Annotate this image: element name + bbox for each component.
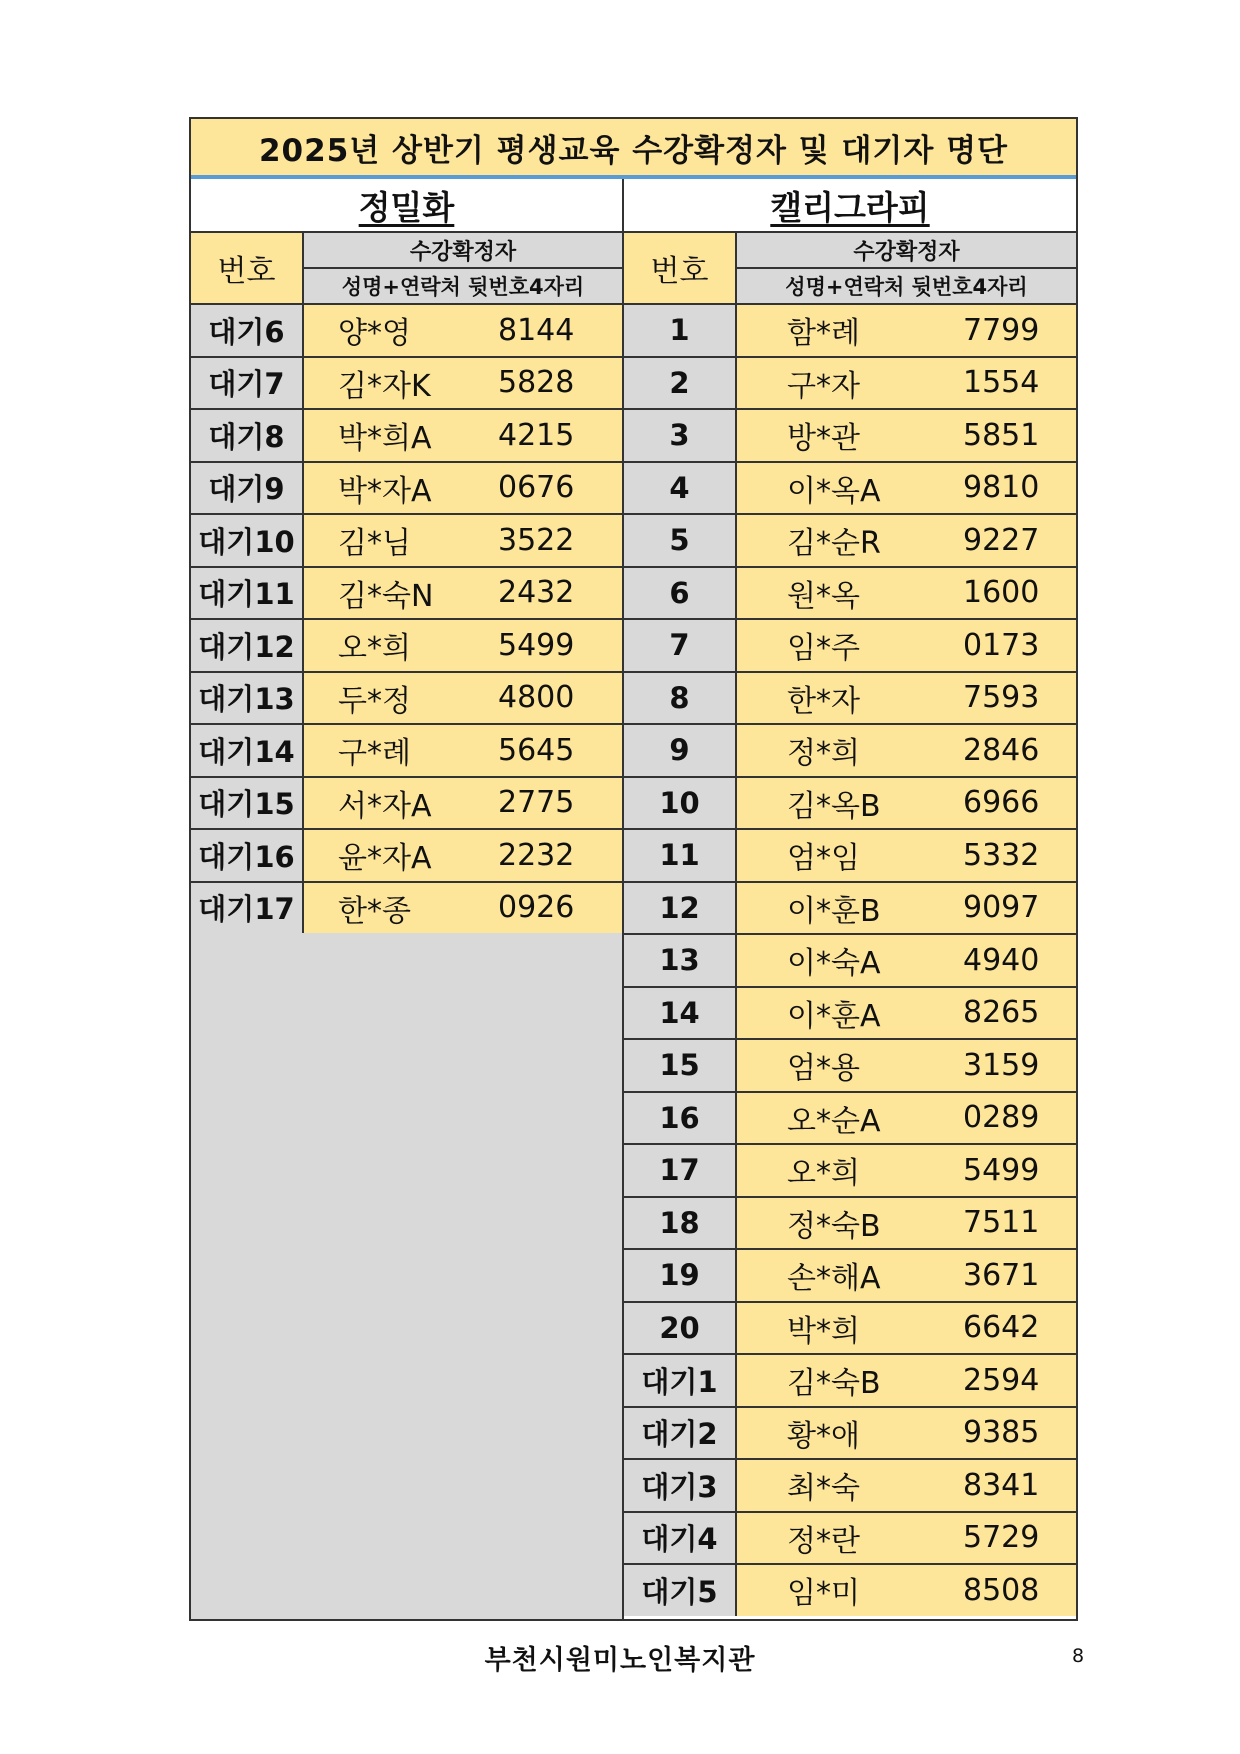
table-row [624, 1513, 1076, 1566]
phone-last4: 8341 [963, 1467, 1040, 1503]
header-confirmed: 수강확정자 [304, 233, 622, 269]
row-number: 19 [624, 1250, 737, 1301]
table-row [624, 1198, 1076, 1251]
row-number: 대기15 [191, 778, 304, 829]
table-row [624, 1408, 1076, 1461]
row-entry [737, 883, 1076, 934]
row-entry [737, 463, 1076, 514]
participant-name: 최*숙 [787, 1471, 860, 1507]
row-entry [737, 1460, 1076, 1511]
phone-last4: 2594 [963, 1362, 1040, 1398]
participant-name: 한*자 [787, 683, 860, 719]
table-row [624, 1303, 1076, 1356]
participant-name: 박*희 [787, 1313, 860, 1349]
participant-name: 두*정 [338, 683, 411, 719]
course-title-right: 캘리그라피 [624, 179, 1076, 233]
row-entry [737, 568, 1076, 619]
row-number: 16 [624, 1093, 737, 1144]
table-row [624, 358, 1076, 411]
table-row [624, 883, 1076, 936]
row-entry [737, 830, 1076, 881]
phone-last4: 5729 [963, 1520, 1040, 1556]
participant-name: 황*애 [787, 1418, 860, 1454]
table-row [191, 673, 622, 726]
rows-left [191, 305, 622, 933]
participant-name: 정*란 [787, 1523, 860, 1559]
row-entry [737, 673, 1076, 724]
table-row [624, 1145, 1076, 1198]
participant-name: 정*희 [787, 736, 860, 772]
phone-last4: 3671 [963, 1257, 1040, 1293]
row-number: 20 [624, 1303, 737, 1354]
participant-name: 오*희 [338, 631, 411, 667]
table-row [624, 515, 1076, 568]
table-row [191, 725, 622, 778]
row-number: 대기8 [191, 410, 304, 461]
participant-name: 한*종 [338, 893, 411, 929]
row-entry [737, 1198, 1076, 1249]
phone-last4: 5645 [498, 732, 575, 768]
row-entry [304, 463, 622, 514]
row-entry [737, 305, 1076, 356]
row-number: 대기16 [191, 830, 304, 881]
row-entry [737, 1250, 1076, 1301]
participant-name: 방*관 [787, 421, 860, 457]
participant-name: 김*옥B [787, 788, 881, 824]
phone-last4: 3522 [498, 522, 575, 558]
row-number: 17 [624, 1145, 737, 1196]
participant-name: 임*주 [787, 631, 860, 667]
row-number: 13 [624, 935, 737, 986]
row-number: 대기14 [191, 725, 304, 776]
row-entry [737, 725, 1076, 776]
course-title-left: 정밀화 [191, 179, 622, 233]
row-entry [737, 1565, 1076, 1616]
phone-last4: 7593 [963, 680, 1040, 716]
table-row [624, 620, 1076, 673]
participant-name: 정*숙B [787, 1208, 881, 1244]
phone-last4: 0289 [963, 1100, 1040, 1136]
participant-name: 김*숙B [787, 1366, 881, 1402]
row-number: 대기7 [191, 358, 304, 409]
table-row [191, 883, 622, 934]
phone-last4: 0676 [498, 470, 575, 506]
phone-last4: 2846 [963, 732, 1040, 768]
table-row [624, 1093, 1076, 1146]
phone-last4: 8508 [963, 1572, 1040, 1608]
phone-last4: 7799 [963, 312, 1040, 348]
header-number: 번호 [624, 233, 737, 303]
row-number: 대기2 [624, 1408, 737, 1459]
phone-last4: 6642 [963, 1310, 1040, 1346]
table-row [624, 463, 1076, 516]
row-number: 3 [624, 410, 737, 461]
table-row [191, 410, 622, 463]
participant-name: 손*해A [787, 1261, 881, 1297]
row-number: 9 [624, 725, 737, 776]
rows-right [624, 305, 1076, 1616]
table-title: 2025년 상반기 평생교육 수강확정자 및 대기자 명단 [191, 119, 1076, 179]
column-header-right [624, 233, 1076, 305]
participant-name: 박*자A [338, 473, 432, 509]
row-entry [304, 410, 622, 461]
row-number: 6 [624, 568, 737, 619]
row-entry [737, 988, 1076, 1039]
course-column-left [191, 179, 624, 1619]
row-number: 15 [624, 1040, 737, 1091]
row-number: 7 [624, 620, 737, 671]
row-entry [737, 778, 1076, 829]
row-number: 1 [624, 305, 737, 356]
row-number: 대기1 [624, 1355, 737, 1406]
phone-last4: 0173 [963, 627, 1040, 663]
table-row [191, 778, 622, 831]
row-entry [737, 410, 1076, 461]
participant-name: 오*희 [787, 1156, 860, 1192]
table-row [624, 988, 1076, 1041]
row-number: 대기4 [624, 1513, 737, 1564]
table-row [624, 305, 1076, 358]
table-row [191, 620, 622, 673]
participant-name: 김*님 [338, 526, 411, 562]
phone-last4: 5828 [498, 365, 575, 401]
row-entry [737, 1303, 1076, 1354]
row-number: 14 [624, 988, 737, 1039]
phone-last4: 4800 [498, 680, 575, 716]
table-row [624, 1250, 1076, 1303]
row-number: 10 [624, 778, 737, 829]
row-number: 대기10 [191, 515, 304, 566]
participant-name: 김*순R [787, 526, 881, 562]
header-confirmed: 수강확정자 [737, 233, 1076, 269]
row-entry [304, 515, 622, 566]
row-entry [737, 1513, 1076, 1564]
roster-table [189, 117, 1078, 1621]
phone-last4: 5851 [963, 417, 1040, 453]
participant-name: 김*숙N [338, 578, 434, 614]
phone-last4: 1600 [963, 575, 1040, 611]
table-row [624, 1460, 1076, 1513]
header-name-phone: 성명+연락처 뒷번호4자리 [304, 269, 622, 303]
phone-last4: 8265 [963, 995, 1040, 1031]
phone-last4: 5499 [963, 1152, 1040, 1188]
phone-last4: 9810 [963, 470, 1040, 506]
participant-name: 이*훈B [787, 893, 881, 929]
row-entry [304, 883, 622, 934]
table-row [191, 568, 622, 621]
phone-last4: 0926 [498, 890, 575, 926]
row-entry [737, 1355, 1076, 1406]
row-entry [737, 620, 1076, 671]
participant-name: 김*자K [338, 368, 431, 404]
phone-last4: 7511 [963, 1205, 1040, 1241]
participant-name: 이*훈A [787, 998, 881, 1034]
participant-name: 양*영 [338, 316, 411, 352]
row-number: 18 [624, 1198, 737, 1249]
phone-last4: 5499 [498, 627, 575, 663]
participant-name: 함*례 [787, 316, 860, 352]
phone-last4: 2775 [498, 785, 575, 821]
row-number: 8 [624, 673, 737, 724]
row-number: 5 [624, 515, 737, 566]
row-entry [304, 358, 622, 409]
row-entry [737, 358, 1076, 409]
column-header-left [191, 233, 622, 305]
table-row [191, 463, 622, 516]
row-entry [304, 305, 622, 356]
row-number: 4 [624, 463, 737, 514]
table-row [624, 1565, 1076, 1616]
phone-last4: 3159 [963, 1047, 1040, 1083]
participant-name: 오*순A [787, 1103, 881, 1139]
row-number: 대기5 [624, 1565, 737, 1616]
row-entry [737, 1093, 1076, 1144]
phone-last4: 2232 [498, 837, 575, 873]
phone-last4: 4215 [498, 417, 575, 453]
participant-name: 임*미 [787, 1576, 860, 1612]
participant-name: 원*옥 [787, 578, 860, 614]
row-entry [304, 725, 622, 776]
table-row [624, 778, 1076, 831]
footer-organization: 부천시원미노인복지관 [484, 1645, 756, 1676]
table-row [624, 935, 1076, 988]
participant-name: 윤*자A [338, 841, 432, 877]
row-entry [737, 515, 1076, 566]
row-number: 대기11 [191, 568, 304, 619]
table-row [624, 568, 1076, 621]
participant-name: 이*옥A [787, 473, 881, 509]
phone-last4: 4940 [963, 942, 1040, 978]
course-column-right [624, 179, 1076, 1619]
table-row [624, 830, 1076, 883]
table-row [191, 515, 622, 568]
participant-name: 이*숙A [787, 946, 881, 982]
phone-last4: 9097 [963, 890, 1040, 926]
phone-last4: 1554 [963, 365, 1040, 401]
row-number: 대기12 [191, 620, 304, 671]
row-number: 11 [624, 830, 737, 881]
row-number: 대기13 [191, 673, 304, 724]
row-number: 대기9 [191, 463, 304, 514]
phone-last4: 8144 [498, 312, 575, 348]
table-row [191, 358, 622, 411]
row-entry [304, 568, 622, 619]
table-row [624, 673, 1076, 726]
row-entry [304, 778, 622, 829]
table-row [624, 410, 1076, 463]
page-number: 8 [1072, 1645, 1085, 1667]
row-entry [737, 1040, 1076, 1091]
phone-last4: 2432 [498, 575, 575, 611]
participant-name: 구*자 [787, 368, 860, 404]
row-number: 12 [624, 883, 737, 934]
row-number: 2 [624, 358, 737, 409]
row-entry [304, 673, 622, 724]
phone-last4: 6966 [963, 785, 1040, 821]
table-row [191, 305, 622, 358]
table-row [624, 1355, 1076, 1408]
row-entry [304, 830, 622, 881]
row-entry [737, 1145, 1076, 1196]
participant-name: 구*례 [338, 736, 411, 772]
header-number: 번호 [191, 233, 304, 303]
table-row [624, 725, 1076, 778]
row-entry [304, 620, 622, 671]
participant-name: 서*자A [338, 788, 432, 824]
row-number: 대기17 [191, 883, 304, 934]
row-entry [737, 935, 1076, 986]
row-number: 대기6 [191, 305, 304, 356]
phone-last4: 5332 [963, 837, 1040, 873]
row-number: 대기3 [624, 1460, 737, 1511]
row-entry [737, 1408, 1076, 1459]
empty-area [191, 933, 622, 1619]
participant-name: 엄*임 [787, 841, 860, 877]
header-name-phone: 성명+연락처 뒷번호4자리 [737, 269, 1076, 303]
participant-name: 엄*용 [787, 1051, 860, 1087]
participant-name: 박*희A [338, 421, 432, 457]
phone-last4: 9227 [963, 522, 1040, 558]
table-row [191, 830, 622, 883]
phone-last4: 9385 [963, 1415, 1040, 1451]
table-row [624, 1040, 1076, 1093]
